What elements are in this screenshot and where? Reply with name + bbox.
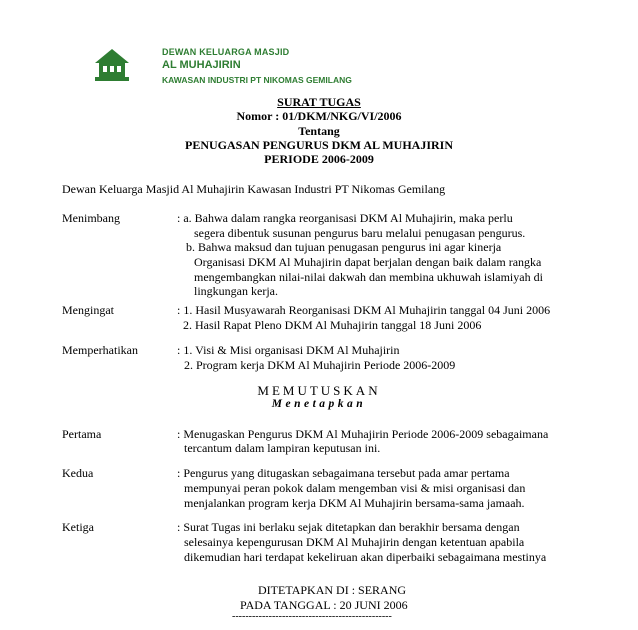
menimbang-line: b. Bahwa maksud dan tujuan penugasan pengurus ini agar kinerja xyxy=(186,240,502,254)
memperhatikan-line: : 1. Visi & Misi organisasi DKM Al Muhajirin xyxy=(177,343,400,357)
ketiga-label: Ketiga xyxy=(62,520,94,534)
kedua-line: : Pengurus yang ditugaskan sebagaimana tersebut pada amar pertama xyxy=(177,466,510,480)
memperhatikan-label: Memperhatikan xyxy=(62,343,138,357)
ketiga-line: dikemudian hari terdapat kekeliruan akan diperbaiki sebagaimana mestinya xyxy=(184,550,547,564)
footer-signature-line: ------------------------------------------------ xyxy=(232,611,392,622)
menimbang-label: Menimbang xyxy=(62,211,120,225)
kedua-line: menjalankan program kerja DKM Al Muhajirin bersama-sama jamaah. xyxy=(184,496,525,510)
menimbang-line: lingkungan kerja. xyxy=(194,284,278,298)
mengingat-label: Mengingat xyxy=(62,303,114,317)
mengingat-line: : 1. Hasil Musyawarah Reorganisasi DKM Al Muhajirin tanggal 04 Juni 2006 xyxy=(177,303,551,317)
pertama-line: : Menugaskan Pengurus DKM Al Muhajirin Periode 2006-2009 sebagaimana xyxy=(177,427,549,441)
menimbang-line: : a. Bahwa dalam rangka reorganisasi DKM Al Muhajirin, maka perlu xyxy=(177,211,513,225)
mosque-logo-icon xyxy=(91,47,133,83)
decision-subheading: Menetapkan xyxy=(271,398,367,410)
menimbang-line: mengembangkan nilai-nilai dakwah dan membina ukhuwah islamiyah di xyxy=(194,270,543,284)
org-name-line2: AL MUHAJIRIN xyxy=(162,59,241,71)
intro-text: Dewan Keluarga Masjid Al Muhajirin Kawasan Industri PT Nikomas Gemilang xyxy=(62,182,446,196)
doc-title: SURAT TUGAS xyxy=(277,95,361,109)
pertama-label: Pertama xyxy=(62,427,102,441)
pertama-line: tercantum dalam lampiran keputusan ini. xyxy=(184,441,381,455)
footer-place: DITETAPKAN DI : SERANG xyxy=(258,583,407,597)
kedua-label: Kedua xyxy=(62,466,94,480)
memperhatikan-line: 2. Program kerja DKM Al Muhajirin Periode 2006-2009 xyxy=(184,358,456,372)
ketiga-line: : Surat Tugas ini berlaku sejak ditetapkan dan berakhir bersama dengan xyxy=(177,520,520,534)
menimbang-line: segera dibentuk susunan pengurus baru melalui penugasan pengurus. xyxy=(194,226,526,240)
menimbang-line: Organisasi DKM Al Muhajirin dapat berjalan dengan baik dalam rangka xyxy=(194,255,542,269)
footer-date: PADA TANGGAL : 20 JUNI 2006 xyxy=(240,598,408,612)
mengingat-line: 2. Hasil Rapat Pleno DKM Al Muhajirin tanggal 18 Juni 2006 xyxy=(183,318,482,332)
org-name-line3: KAWASAN INDUSTRI PT NIKOMAS GEMILANG xyxy=(162,75,352,85)
doc-subject: PENUGASAN PENGURUS DKM AL MUHAJIRIN xyxy=(184,138,453,152)
org-name-line1: DEWAN KELUARGA MASJID xyxy=(162,47,290,57)
doc-number: Nomor : 01/DKM/NKG/VI/2006 xyxy=(236,109,402,123)
doc-period: PERIODE 2006-2009 xyxy=(264,152,374,166)
about-label: Tentang xyxy=(298,124,340,138)
ketiga-line: selesainya kepengurusan DKM Al Muhajirin dengan ketentuan apabila xyxy=(184,535,525,549)
decision-heading: MEMUTUSKAN xyxy=(257,383,381,398)
kedua-line: mempunyai peran pokok dalam mengemban visi & misi organisasi dan xyxy=(184,481,526,495)
